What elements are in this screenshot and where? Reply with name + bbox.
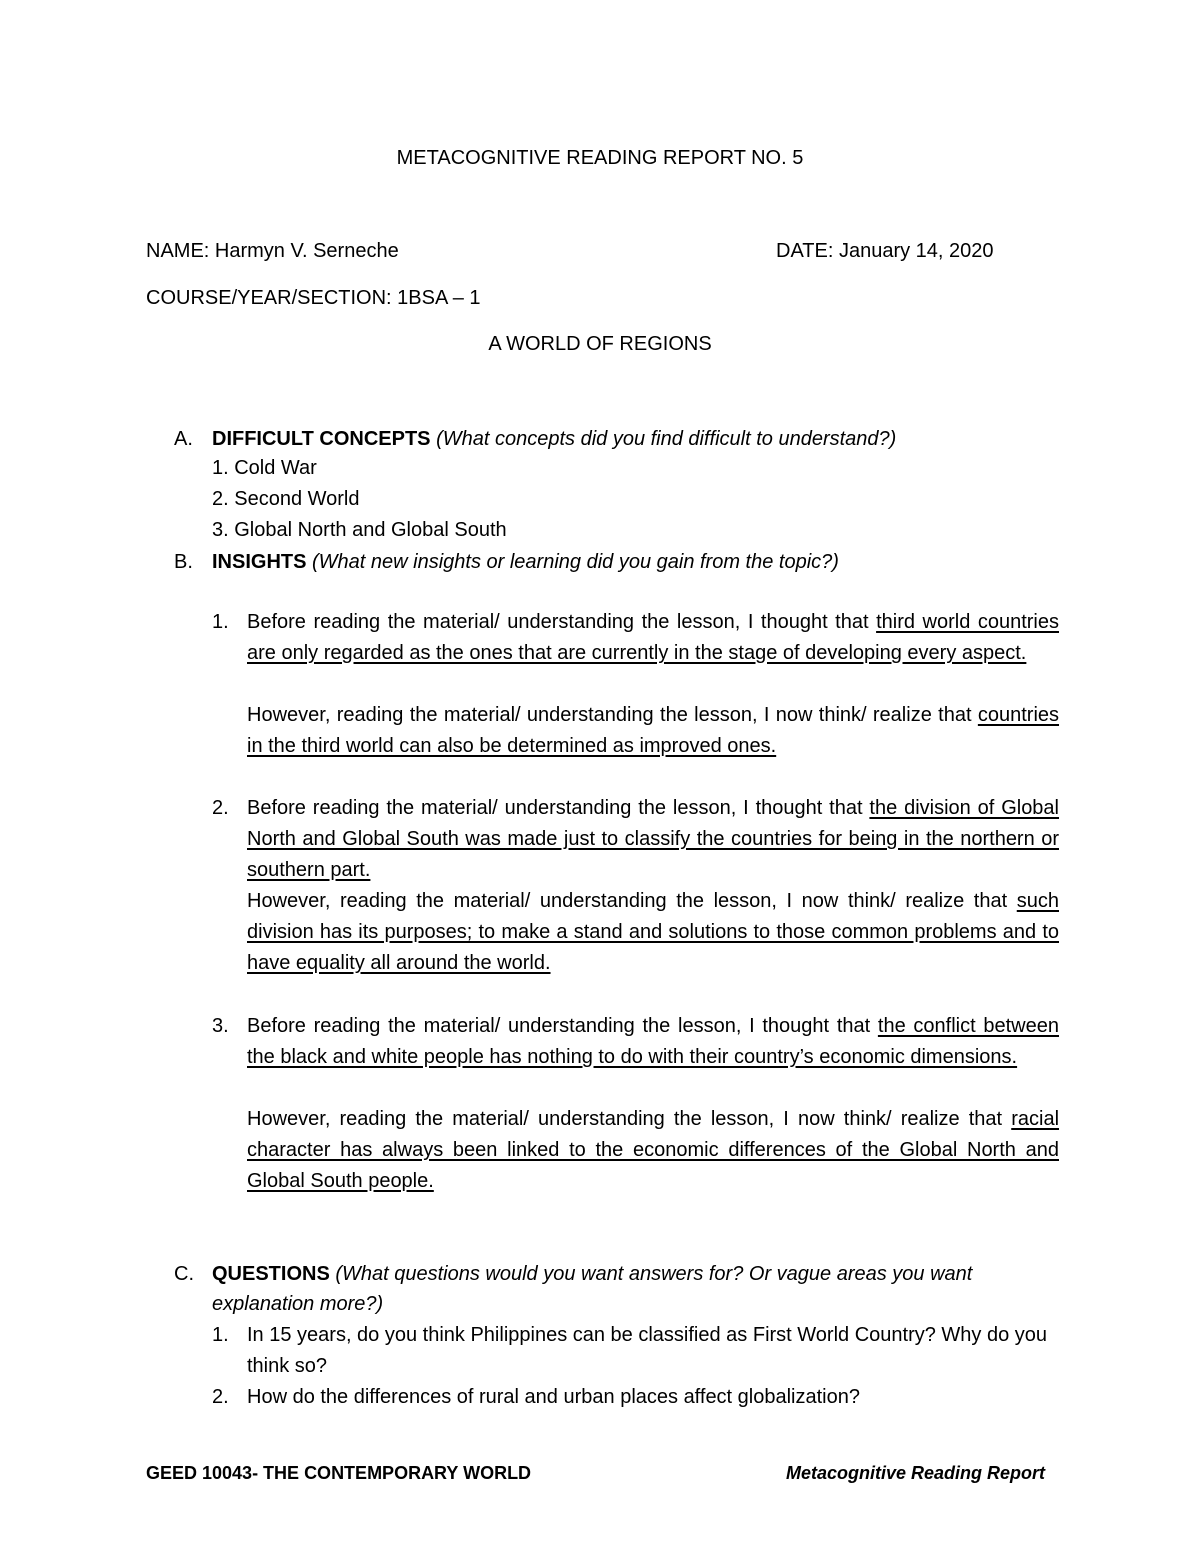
insight-3-after-text: However, reading the material/ understanding the lesson, I now think/ realize that (247, 1108, 1003, 1130)
insight-3-number: 3. (212, 1015, 229, 1037)
insight-1-after-text: However, reading the material/ understanding the lesson, I now think/ realize that (247, 704, 972, 726)
section-b-heading-line (212, 550, 839, 574)
insight-2-before-text: Before reading the material/ understanding the lesson, I thought that (247, 797, 863, 819)
report-date: DATE: January 14, 2020 (776, 240, 994, 262)
question-1-text: In 15 years, do you think Philippines can be classified as First World Country? Why do you think so? (247, 1324, 1048, 1377)
topic-title: A WORLD OF REGIONS (488, 333, 712, 355)
insight-1-before-answer: third world countries are only regarded as the ones that are currently in the stage of developing every aspect. (247, 611, 1059, 664)
insight-3-before (247, 1011, 1059, 1073)
section-b-prompt: (What new insights or learning did you gain from the topic?) (312, 551, 839, 573)
section-a-letter: A. (174, 428, 193, 450)
insight-3-after (247, 1104, 1059, 1197)
question-2-number: 2. (212, 1386, 229, 1408)
section-c-letter: C. (174, 1263, 194, 1285)
insight-2-before (247, 793, 1059, 886)
section-c-prompt: (What questions would you want answers for? Or vague areas you want (335, 1263, 973, 1285)
insight-1-before (247, 607, 1059, 669)
insight-1-number: 1. (212, 611, 229, 633)
insight-2-after-text: However, reading the material/ understanding the lesson, I now think/ realize that (247, 890, 1008, 912)
student-name: NAME: Harmyn V. Serneche (146, 240, 399, 262)
list-item: 2. Second World (212, 488, 360, 510)
insight-1-after (247, 700, 1059, 762)
section-a-prompt: (What concepts did you find difficult to understand?) (436, 428, 897, 450)
insight-1-before-text: Before reading the material/ understanding the lesson, I thought that (247, 611, 869, 633)
insight-3-after-answer: racial character has always been linked to the economic differences of the Global North and Global South people. (247, 1108, 1060, 1192)
question-2-text: How do the differences of rural and urban places affect globalization? (247, 1386, 860, 1408)
section-b-letter: B. (174, 551, 193, 573)
question-1-number: 1. (212, 1324, 229, 1346)
course-section: COURSE/YEAR/SECTION: 1BSA – 1 (146, 287, 481, 309)
insight-1-after-answer: countries in the third world can also be determined as improved ones. (247, 704, 1060, 757)
section-a-heading: DIFFICULT CONCEPTS (212, 428, 431, 450)
section-c-heading: QUESTIONS (212, 1263, 330, 1285)
insight-2-after (247, 886, 1059, 979)
section-c-prompt-continued: explanation more?) (212, 1293, 384, 1315)
report-title: METACOGNITIVE READING REPORT NO. 5 (396, 147, 804, 169)
insight-2-after-answer: such division has its purposes; to make a stand and solutions to those common problems and to have equality all around the world. (247, 890, 1059, 974)
list-item: 1. Cold War (212, 457, 317, 479)
section-a-heading-line (212, 427, 896, 451)
footer-course: GEED 10043- THE CONTEMPORARY WORLD (146, 1463, 532, 1483)
section-a-list (212, 453, 507, 546)
section-c-heading-line (212, 1262, 972, 1286)
insight-2-before-answer: the division of Global North and Global South was made just to classify the countries for being in the northern or southern part. (247, 797, 1060, 881)
insight-3-before-answer: the conflict between the black and white people has nothing to do with their country’s economic dimensions. (247, 1015, 1059, 1068)
list-item: 3. Global North and Global South (212, 519, 507, 541)
footer-report-name: Metacognitive Reading Report (786, 1463, 1046, 1483)
insight-2-number: 2. (212, 797, 229, 819)
insight-3-before-text: Before reading the material/ understanding the lesson, I thought that (247, 1015, 871, 1037)
section-b-heading: INSIGHTS (212, 551, 307, 573)
